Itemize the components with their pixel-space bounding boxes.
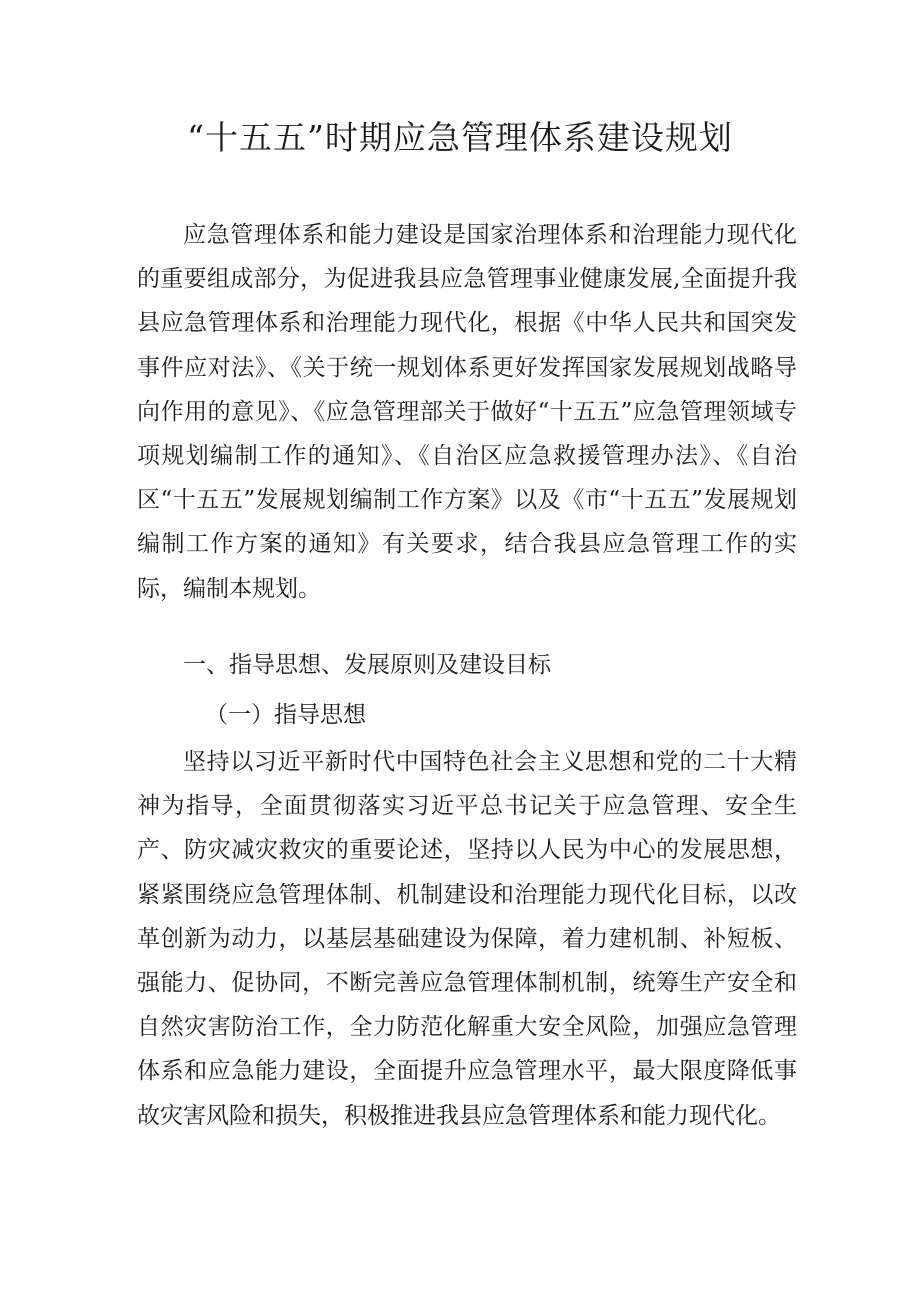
guiding-paragraph: 坚持以习近平新时代中国特色社会主义思想和党的二十大精神为指导，全面贯彻落实习近平总书记关于应急管理、安全生产、防灾减灾救灾的重要论述，坚持以人民为中心的发展思想，紧紧围绕应急管理体制、机制建设和治理能力现代化目标，以改革创新为动力，以基层基础建设为保障，着力建机制、补短板、强能力、促协同，不断完善应急管理体制机制，统筹生产安全和自然灾害防治工作，全力防范化解重大安全风险，加强应急管理体系和应急能力建设，全面提升应急管理水平，最大限度降低事故灾害风险和损失，积极推进我县应急管理体系和能力现代化。: [137, 749, 797, 1129]
intro-section: [137, 213, 797, 611]
guiding-section: [137, 740, 797, 1138]
section-heading: 一、指导思想、发展原则及建设目标: [183, 652, 551, 678]
document-title: “十五五”时期应急管理体系建设规划: [187, 118, 733, 157]
subsection-heading: （一）指导思想: [205, 702, 366, 728]
intro-paragraph: 应急管理体系和能力建设是国家治理体系和治理能力现代化的重要组成部分，为促进我县应急管理事业健康发展,全面提升我县应急管理体系和治理能力现代化，根据《中华人民共和国突发事件应对法》、《关于统一规划体系更好发挥国家发展规划战略导向作用的意见》、《应急管理部关于做好“十五五”应急管理领域专项规划编制工作的通知》、《自治区应急救援管理办法》、《自治区“十五五”发展规划编制工作方案》以及《市“十五五”发展规划编制工作方案的通知》有关要求，结合我县应急管理工作的实际，编制本规划。: [137, 222, 797, 602]
